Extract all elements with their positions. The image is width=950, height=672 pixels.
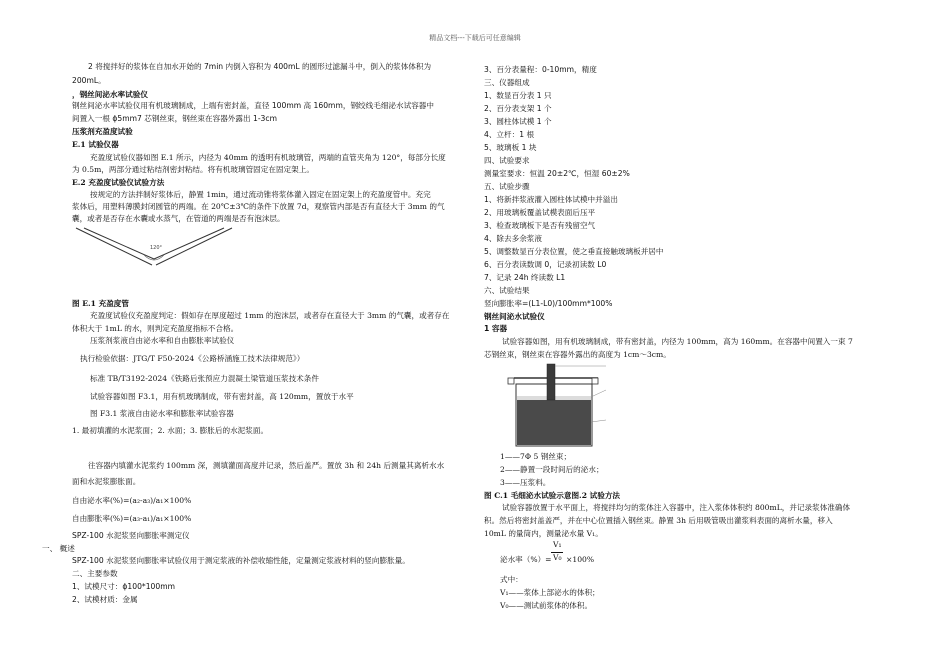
section-heading: 一、 概述 — [42, 544, 75, 553]
paragraph: SPZ-100 水泥浆竖向膨胀率试验仪用于测定浆液的补偿收缩性能，定量测定浆液材料的竖向膨胀量。 — [72, 556, 410, 565]
paragraph: 按规定的方法拌制好浆体后，静置 1min，通过流动锥将浆体灌入固定在固定架上的充盈度管中。充完 — [90, 190, 431, 199]
definition: V₁——浆体上部泌水的体积； — [500, 588, 600, 597]
page-header: 精品文档---下载后可任意编辑 — [429, 34, 521, 42]
paragraph: 浆体后，用塑料薄膜封闭圆管的两端。在 20℃±3℃的条件下放置 7d，观察管内部是否有直径大于 3mm 的气 — [72, 202, 445, 211]
paragraph: 试验容器如图，用有机玻璃制成，带有密封盖，内径为 100mm，高为 160mm。在容器中间置入一束 7 — [502, 337, 853, 346]
list-item: 2、试模材质：金属 — [72, 595, 138, 604]
list-item: 5、玻璃板 1 块 — [484, 143, 537, 152]
paragraph: 试验容器如图 F3.1，用有机玻璃制成，带有密封盖，高 120mm，置放于水平 — [90, 392, 354, 401]
paragraph: 200mL。 — [72, 76, 106, 85]
paragraph: 1. 最初填灌的水泥浆面；2. 水面；3. 膨胀后的水泥浆面。 — [72, 426, 269, 435]
list-item: 3、圆柱体试模 1 个 — [484, 117, 552, 126]
formula: 竖向膨胀率=(L1-L0)/100mm*100% — [484, 299, 613, 308]
paragraph: 面和水泥浆膨胀面。 — [72, 477, 141, 486]
list-item: 4、立杆：1 根 — [484, 130, 535, 139]
paragraph: 2 将搅拌好的浆体在自加水开始的 7min 内倒入容积为 400mL 的圆形过滤漏斗中，倒入的浆体体积为 — [88, 62, 432, 71]
paragraph: 往容器内填灌水泥浆约 100mm 深，测填灌面高度并记录，然后盖严。置放 3h 和 24h 后测量其离析水水 — [88, 461, 445, 470]
paragraph: 积。然后将密封盖盖严，并在中心位置插入钢丝束。静置 3h 后用吸管吸出灌浆料表面的离析水量，移入 — [484, 516, 833, 525]
list-item: 1、将新拌浆液灌入圆柱体试模中并溢出 — [484, 195, 618, 204]
list-item: 2、百分表支架 1 个 — [484, 104, 552, 113]
section-heading: 二、主要参数 — [72, 569, 118, 578]
bleeding-container-figure — [498, 362, 618, 448]
paragraph: 标准 TB/T3192-2024《铁路后张预应力混凝土梁管道压浆技术条件 — [90, 374, 319, 383]
list-item: 5、调整数显百分表位置，使之垂直接触玻璃板并居中 — [484, 247, 664, 256]
section-heading: 三、仪器组成 — [484, 78, 530, 87]
paragraph: 试验容器放置于水平面上，将搅拌均匀的浆体注入容器中，注入浆体体积约 800mL，并记录浆体准确体 — [502, 503, 851, 512]
paragraph: 充盈度试验仪器如图 E.1 所示，内径为 40mm 的透明有机玻璃管，两端的直管夹角为 120°，每部分长度 — [90, 153, 446, 162]
paragraph: 压浆剂浆液自由泌水率和自由膨胀率试验仪 — [90, 336, 235, 345]
definition: V₀——测试前浆体的体积。 — [500, 601, 593, 610]
legend-item: 2——静置一段时间后的泌水； — [500, 465, 604, 474]
section-heading: 六、试验结果 — [484, 286, 530, 295]
section-heading: 钢丝间泌水试验仪 — [484, 312, 545, 321]
list-item: 7、记录 24h 终读数 L1 — [484, 273, 566, 282]
paragraph: 钢丝间泌水率试验仪用有机玻璃制成，上端有密封盖，直径 100mm 高 160mm，钢绞线毛细泌水试容器中 — [72, 101, 434, 110]
paragraph: SPZ-100 水泥浆竖向膨胀率测定仪 — [72, 531, 190, 540]
section-heading: ，钢丝间泌水率试验仪 — [72, 90, 148, 99]
formula: 自由膨胀率(%)=(a₃-a₁)/a₁×100% — [72, 514, 192, 523]
paragraph: 体积大于 1mL 的水，则判定充盈度指标不合格。 — [72, 324, 239, 333]
paragraph: 10mL 的量筒内，测量泌水量 V₁。 — [484, 529, 603, 538]
angle-label: 120° — [150, 245, 163, 251]
list-item: 3、百分表量程：0-10mm，精度 — [484, 65, 597, 74]
list-item: 4、除去多余浆液 — [484, 234, 542, 243]
paragraph: 囊，或者是否存在水囊或水蒸气，在管道的两端是否有泡沫层。 — [72, 214, 285, 223]
equation-denominator: V₀ — [553, 553, 562, 562]
list-item: 2、用玻璃板覆盖试模表面后压平 — [484, 208, 596, 217]
paragraph: 测量室要求：恒温 20±2℃，恒湿 60±2% — [484, 169, 630, 178]
equation-numerator: V₁ — [553, 540, 562, 549]
paragraph: 为 0.5m，两部分通过粘结剂密封粘结。将有机玻璃管固定在固定架上。 — [72, 165, 314, 174]
section-heading: 压浆剂充盈度试验 — [72, 127, 133, 136]
subsection-heading: E.2 充盈度试验仪试验方法 — [72, 178, 165, 187]
fill-tube-figure — [72, 225, 242, 295]
section-heading: 四、试验要求 — [484, 156, 530, 165]
paragraph: 式中： — [500, 575, 523, 584]
paragraph: 间置入一根 ɸ5mm7 芯钢丝束，钢丝束在容器外露出 1-3cm — [72, 114, 277, 123]
list-item: 1、数显百分表 1 只 — [484, 91, 552, 100]
formula: 自由泌水率(%)=(a₂-a₃)/a₁×100% — [72, 496, 192, 505]
list-item: 3、检查玻璃板下是否有残留空气 — [484, 221, 596, 230]
equation-lhs: 泌水率（%）= — [500, 555, 552, 564]
equation-rhs: ×100% — [566, 555, 595, 564]
paragraph: 芯钢丝束，钢丝束在容器外露出的高度为 1cm～3cm。 — [484, 350, 671, 359]
subsection-heading: E.1 试验仪器 — [72, 140, 119, 149]
list-item: 6、百分表读数调 0，记录初读数 L0 — [484, 260, 607, 269]
figure-caption: 图 C.1 毛细泌水试验示意图.2 试验方法 — [484, 491, 621, 500]
list-item: 1、试模尺寸：ɸ100*100mm — [72, 582, 175, 591]
figure-caption: 图 F3.1 浆液自由泌水率和膨胀率试验容器 — [90, 409, 234, 418]
figure-caption: 图 E.1 充盈度管 — [72, 299, 129, 308]
legend-item: 3——压浆料。 — [500, 478, 551, 487]
paragraph: 执行检验依据：JTG/T F50-2024《公路桥涵施工技术法律规范》） — [80, 354, 305, 363]
section-heading: 五、试验步骤 — [484, 182, 530, 191]
paragraph: 充盈度试验仪充盈度判定：假如存在厚度超过 1mm 的泡沫层，或者存在直径大于 3mm 的气囊，或者存在 — [90, 311, 450, 320]
subsection-heading: 1 容器 — [484, 324, 508, 333]
legend-item: 1——7Φ 5 钢丝束； — [500, 452, 572, 461]
